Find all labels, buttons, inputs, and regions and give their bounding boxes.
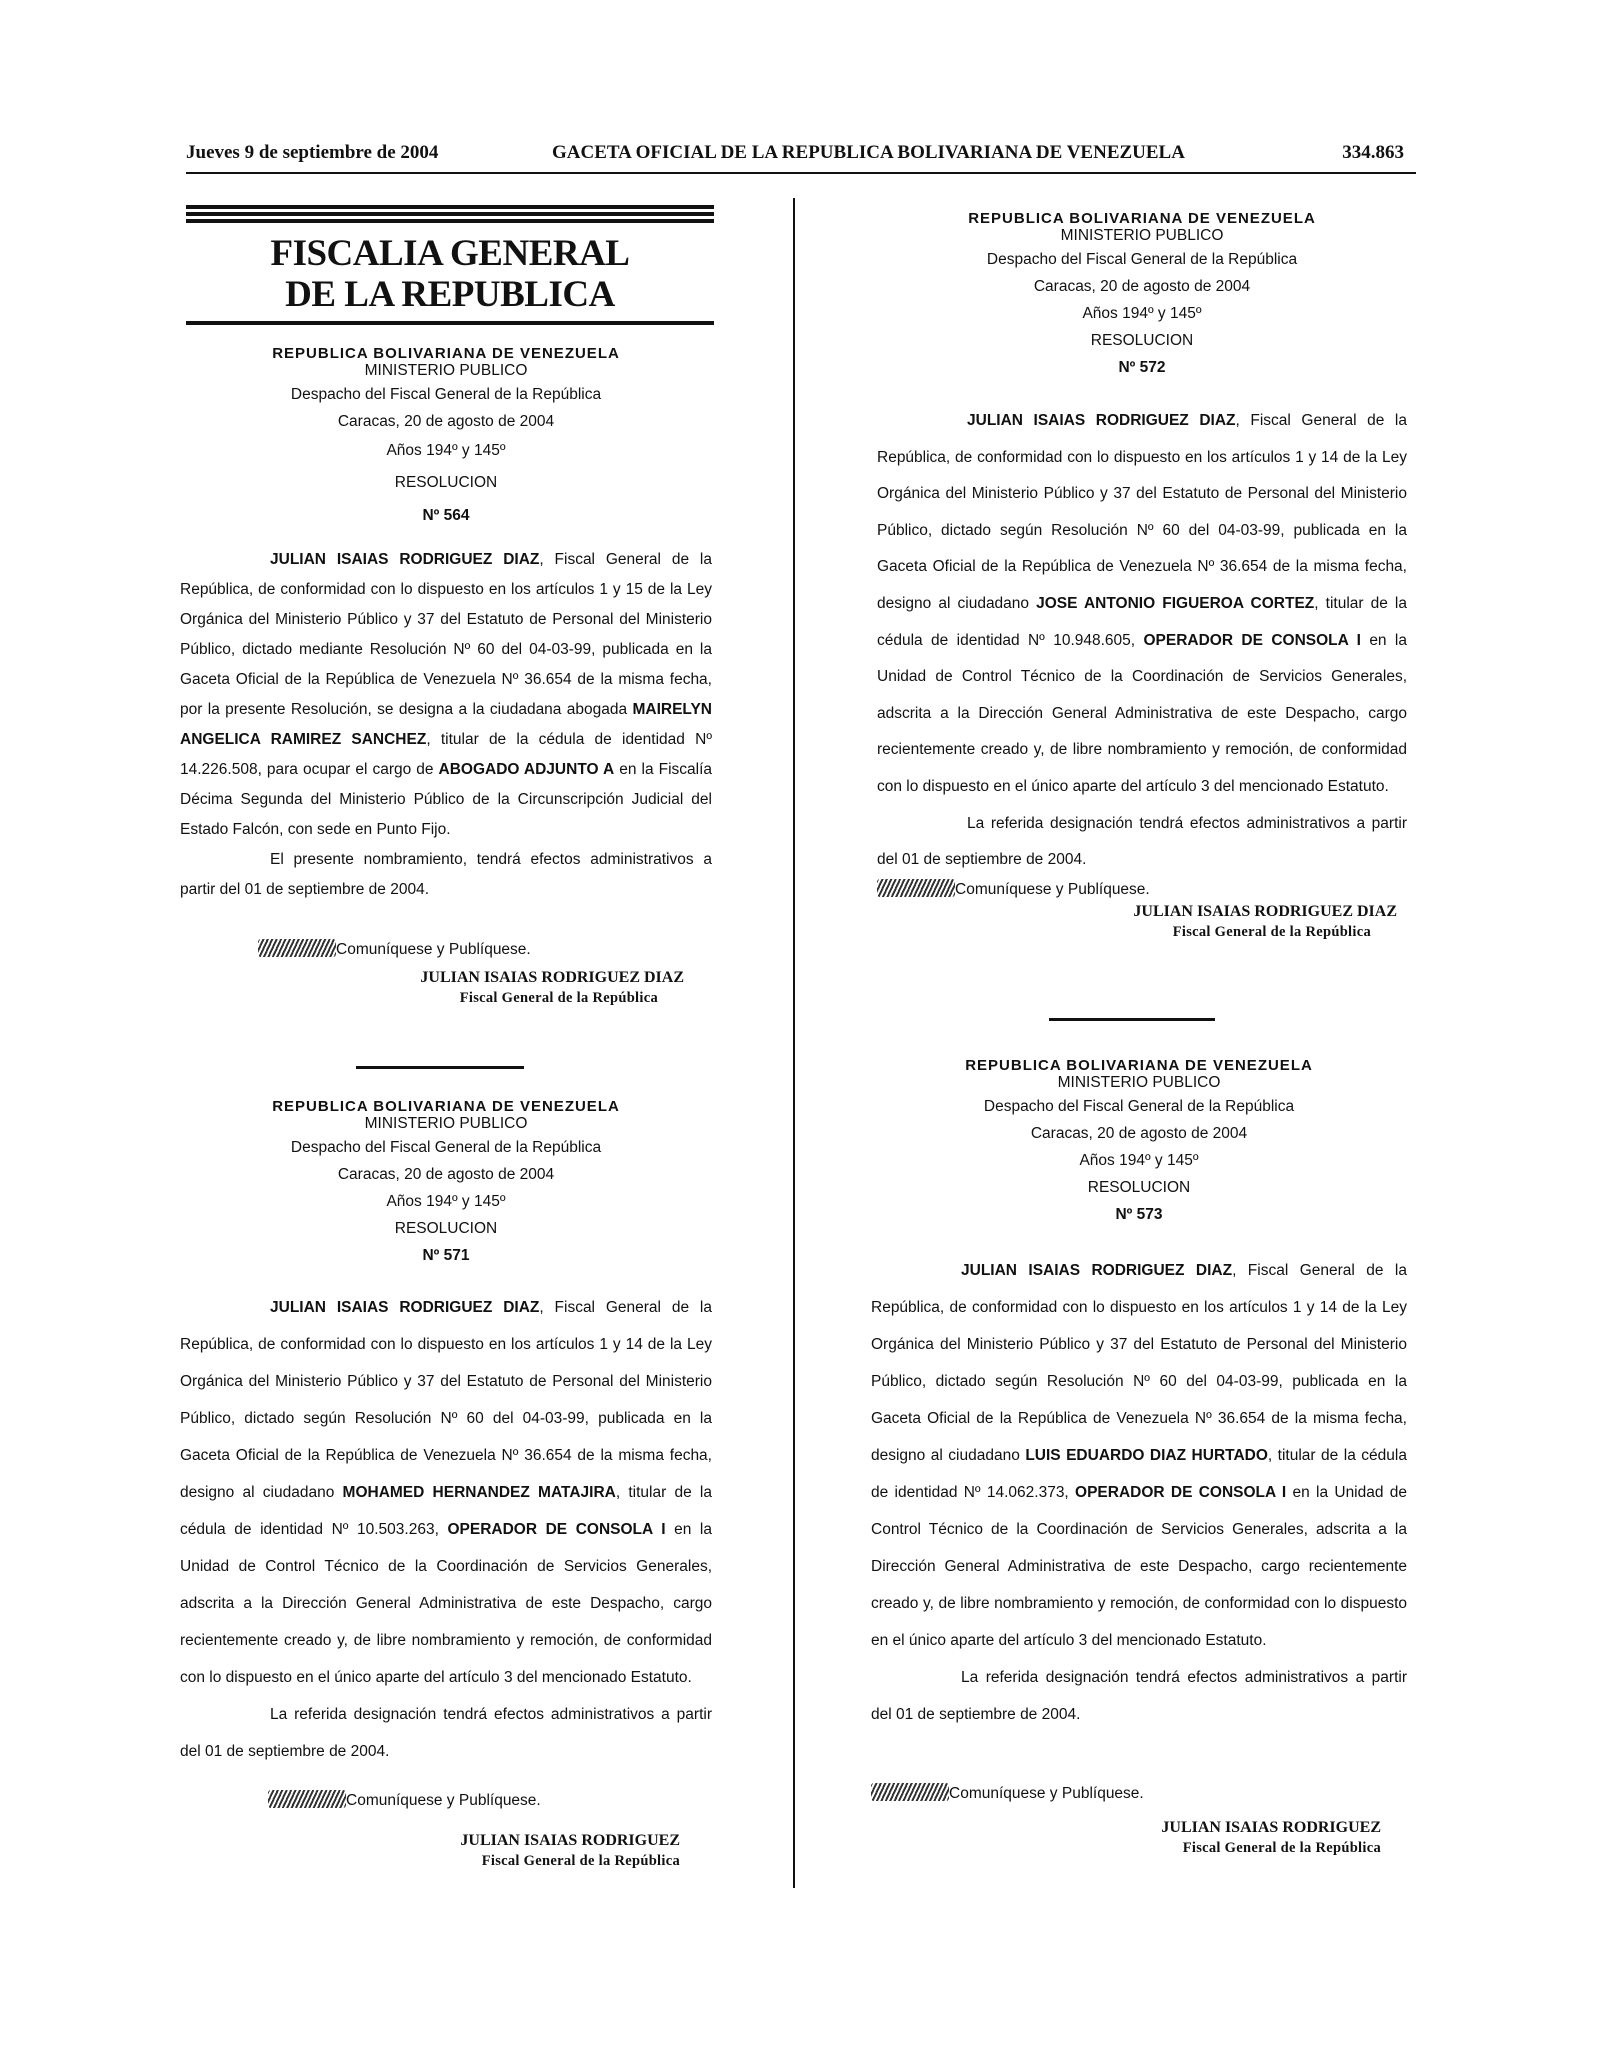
body-paragraph-1 — [877, 403, 1407, 806]
registrese-stamp — [877, 879, 955, 897]
body-text: , titular de la cédula de identidad Nº 14.062.373, — [871, 1447, 1407, 1501]
registrese-stamp — [871, 1783, 949, 1801]
heading-office: Despacho del Fiscal General de la República — [986, 251, 1298, 268]
heading-resolution-label: RESOLUCION — [394, 474, 498, 491]
body-paragraph-2: La referida designación tendrá efectos administrativos a partir del 01 de septiembre de 2004. — [877, 814, 1407, 869]
heading-place-date: Caracas, 20 de agosto de 2004 — [337, 413, 555, 430]
heading-republic: REPUBLICA BOLIVARIANA DE VENEZUELA — [965, 1057, 1313, 1074]
resolution-body — [180, 1289, 712, 1770]
heading-republic: REPUBLICA BOLIVARIANA DE VENEZUELA — [272, 345, 620, 362]
bold-text: OPERADOR DE CONSOLA I — [1143, 631, 1361, 649]
signer-name: JULIAN ISAIAS RODRIGUEZ DIAZ — [420, 969, 684, 986]
signature-block — [871, 1817, 1407, 1859]
closing-line — [180, 1790, 712, 1810]
resolution-572 — [877, 205, 1407, 943]
body-paragraph-1 — [871, 1252, 1407, 1659]
bold-text: MOHAMED HERNANDEZ MATAJIRA — [342, 1484, 616, 1501]
body-paragraph-2: La referida designación tendrá efectos administrativos a partir del 01 de septiembre de 2004. — [180, 1706, 712, 1760]
body-text: en la Fiscalía Décima Segunda del Ministerio Público de la Circunscripción Judicial del Estado Falcón, con sede en Punto Fijo. — [180, 761, 712, 838]
signer-name: JULIAN ISAIAS RODRIGUEZ — [460, 1832, 680, 1849]
bold-text: OPERADOR DE CONSOLA I — [1075, 1484, 1287, 1501]
resolution-573 — [871, 1052, 1407, 1859]
resolution-564 — [180, 340, 712, 1009]
heading-years: Años 194º y 145º — [1079, 1152, 1199, 1169]
signature-block — [180, 1830, 712, 1872]
body-paragraph-2: La referida designación tendrá efectos administrativos a partir del 01 de septiembre de 2004. — [871, 1669, 1407, 1723]
banner-title-line2: DE LA REPUBLICA — [285, 274, 615, 315]
heading-resolution-number: Nº 572 — [1118, 359, 1166, 376]
resolution-571 — [180, 1093, 712, 1872]
heading-years: Años 194º y 145º — [386, 442, 506, 459]
resolution-body — [180, 545, 712, 905]
bold-text: JULIAN ISAIAS RODRIGUEZ DIAZ — [961, 1262, 1233, 1279]
resolution-body — [871, 1252, 1407, 1733]
heading-office: Despacho del Fiscal General de la República — [983, 1098, 1295, 1115]
body-text: , Fiscal General de la República, de conformidad con lo dispuesto en los artículos 1 y 14 de la Ley Orgánica del Ministerio Público y 37 del Estatuto de Personal del Ministerio Público, dictado según Resolución Nº 60 del 04-03-99, publicada en la Gaceta Oficial de la República de Venezuela Nº 36.654 de la misma fecha, designo al ciudadano — [877, 412, 1407, 612]
resolution-heading — [877, 205, 1407, 381]
closing-line — [871, 1783, 1407, 1803]
heading-republic: REPUBLICA BOLIVARIANA DE VENEZUELA — [272, 1098, 620, 1115]
signer-title: Fiscal General de la República — [481, 1853, 680, 1869]
heading-office: Despacho del Fiscal General de la República — [290, 1139, 602, 1156]
banner-title-line1: FISCALIA GENERAL — [270, 233, 630, 274]
heading-ministry: MINISTERIO PUBLICO — [364, 1115, 528, 1132]
closing-text: Comuníquese y Publíquese. — [949, 1785, 1144, 1802]
body-text: , titular de la cédula de identidad Nº 10.948.605, — [877, 594, 1407, 649]
banner-title — [186, 233, 714, 315]
section-banner — [186, 205, 714, 325]
heading-resolution-label: RESOLUCION — [1087, 1179, 1191, 1196]
body-text: en la Unidad de Control Técnico de la Coordinación de Servicios Generales, adscrita a la Dirección General Administrativa de este Despacho, cargo recientemente creado y, de libre nombramiento y remoción, de conformidad con lo dispuesto en el único aparte del artículo 3 del mencionado Estatuto. — [180, 1521, 712, 1686]
body-text: , titular de la cédula de identidad Nº 14.226.508, para ocupar el cargo de — [180, 731, 712, 778]
section-separator — [356, 1066, 524, 1069]
body-text: en la Unidad de Control Técnico de la Coordinación de Servicios Generales, adscrita a la Dirección General Administrativa de este Despacho, cargo recientemente creado y, de libre nombramiento y remoción, de conformidad con lo dispuesto en el único aparte del artículo 3 del mencionado Estatuto. — [871, 1484, 1408, 1649]
heading-years: Años 194º y 145º — [386, 1193, 506, 1210]
heading-place-date: Caracas, 20 de agosto de 2004 — [337, 1166, 555, 1183]
resolution-body — [877, 403, 1407, 879]
closing-line — [877, 879, 1407, 899]
column-divider — [793, 198, 795, 1888]
signer-title: Fiscal General de la República — [1172, 923, 1371, 940]
heading-ministry: MINISTERIO PUBLICO — [1057, 1074, 1221, 1091]
heading-place-date: Caracas, 20 de agosto de 2004 — [1030, 1125, 1248, 1142]
bold-text: ABOGADO ADJUNTO A — [438, 761, 615, 778]
registrese-stamp — [268, 1790, 346, 1808]
header-date: Jueves 9 de septiembre de 2004 — [186, 142, 439, 163]
heading-resolution-label: RESOLUCION — [394, 1220, 498, 1237]
heading-resolution-label: RESOLUCION — [1090, 332, 1194, 349]
closing-text: Comuníquese y Publíquese. — [955, 880, 1150, 898]
banner-bottom-rule — [186, 321, 714, 325]
bold-text: JULIAN ISAIAS RODRIGUEZ DIAZ — [270, 1299, 540, 1316]
resolution-heading — [180, 340, 712, 533]
signer-name: JULIAN ISAIAS RODRIGUEZ DIAZ — [1133, 902, 1397, 920]
section-separator — [1049, 1018, 1215, 1021]
signer-title: Fiscal General de la República — [459, 990, 658, 1006]
signature-block — [180, 967, 712, 1009]
heading-resolution-number: Nº 564 — [422, 507, 470, 524]
bold-text: JOSE ANTONIO FIGUEROA CORTEZ — [1036, 594, 1315, 612]
registrese-stamp — [258, 939, 336, 957]
heading-ministry: MINISTERIO PUBLICO — [1060, 227, 1224, 244]
header-page-number: 334.863 — [1342, 142, 1404, 163]
closing-line — [180, 939, 712, 959]
body-text: , Fiscal General de la República, de conformidad con lo dispuesto en los artículos 1 y 15 de la Ley Orgánica del Ministerio Público y 37 del Estatuto de Personal del Ministerio Público, dictado mediante Resolución Nº 60 del 04-03-99, publicada en la Gaceta Oficial de la República de Venezuela Nº 36.654 de la misma fecha, por la presente Resolución, se designa a la ciudadana abogada — [180, 551, 712, 718]
bold-text: LUIS EDUARDO DIAZ HURTADO — [1025, 1447, 1268, 1464]
body-text: , titular de la cédula de identidad Nº 10.503.263, — [180, 1484, 712, 1538]
heading-resolution-number: Nº 573 — [1115, 1206, 1163, 1223]
header-gazette-title: GACETA OFICIAL DE LA REPUBLICA BOLIVARIANA DE VENEZUELA — [552, 142, 1185, 163]
heading-years: Años 194º y 145º — [1082, 305, 1202, 322]
heading-resolution-number: Nº 571 — [422, 1247, 470, 1264]
heading-republic: REPUBLICA BOLIVARIANA DE VENEZUELA — [968, 210, 1316, 227]
bold-text: OPERADOR DE CONSOLA I — [447, 1521, 666, 1538]
body-paragraph-2: El presente nombramiento, tendrá efectos administrativos a partir del 01 de septiembre de 2004. — [180, 851, 712, 898]
heading-office: Despacho del Fiscal General de la República — [290, 386, 602, 403]
body-paragraph-1 — [180, 545, 712, 845]
bold-text: JULIAN ISAIAS RODRIGUEZ DIAZ — [967, 412, 1236, 429]
banner-top-rules — [186, 205, 714, 223]
signer-name: JULIAN ISAIAS RODRIGUEZ — [1161, 1819, 1381, 1836]
closing-text: Comuníquese y Publíquese. — [346, 1792, 541, 1809]
signature-block — [877, 901, 1407, 943]
heading-ministry: MINISTERIO PUBLICO — [364, 362, 528, 379]
bold-text: MAIRELYN ANGELICA RAMIREZ SANCHEZ — [180, 701, 712, 748]
closing-text: Comuníquese y Publíquese. — [336, 941, 531, 958]
bold-text: JULIAN ISAIAS RODRIGUEZ DIAZ — [270, 551, 540, 568]
body-paragraph-1 — [180, 1289, 712, 1696]
body-text: , Fiscal General de la República, de conformidad con lo dispuesto en los artículos 1 y 14 de la Ley Orgánica del Ministerio Público y 37 del Estatuto de Personal del Ministerio Público, dictado según Resolución Nº 60 del 04-03-99, publicada en la Gaceta Oficial de la República de Venezuela Nº 36.654 de la misma fecha, designo al ciudadano — [180, 1299, 712, 1501]
resolution-heading — [871, 1052, 1407, 1228]
body-text: , Fiscal General de la República, de conformidad con lo dispuesto en los artículos 1 y 14 de la Ley Orgánica del Ministerio Público y 37 del Estatuto de Personal del Ministerio Público, dictado según Resolución Nº 60 del 04-03-99, publicada en la Gaceta Oficial de la República de Venezuela Nº 36.654 de la misma fecha, designo al ciudadano — [871, 1262, 1407, 1464]
resolution-heading — [180, 1093, 712, 1269]
signer-title: Fiscal General de la República — [1182, 1840, 1381, 1856]
heading-place-date: Caracas, 20 de agosto de 2004 — [1033, 278, 1251, 295]
page-header — [186, 142, 1416, 174]
body-text: en la Unidad de Control Técnico de la Coordinación de Servicios Generales, adscrita a la Dirección General Administrativa de este Despacho, cargo recientemente creado y, de libre nombramiento y remoción, de conformidad con lo dispuesto en el único aparte del artículo 3 del mencionado Estatuto. — [877, 631, 1407, 795]
